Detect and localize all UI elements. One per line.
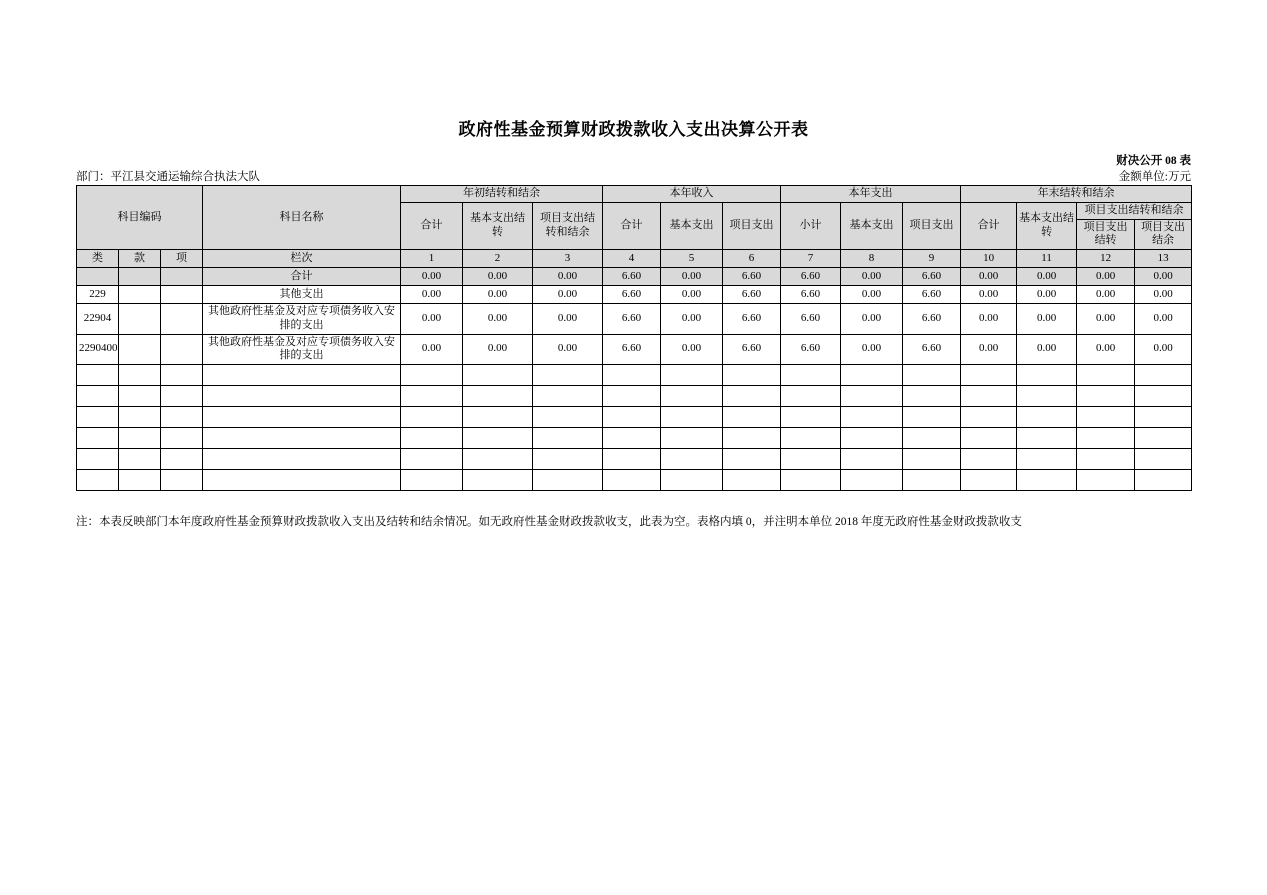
- row-value: 6.60: [781, 334, 841, 365]
- column-number: 11: [1017, 250, 1077, 268]
- empty-cell: [903, 386, 961, 407]
- empty-cell: [533, 407, 603, 428]
- row-value: 0.00: [841, 286, 903, 304]
- empty-cell: [1017, 407, 1077, 428]
- total-value: 0.00: [1135, 268, 1192, 286]
- column-number: 7: [781, 250, 841, 268]
- empty-cell: [841, 386, 903, 407]
- empty-cell: [1017, 428, 1077, 449]
- header-end-total: 合计: [961, 202, 1017, 249]
- row-value: 6.60: [603, 286, 661, 304]
- total-value: 6.60: [723, 268, 781, 286]
- column-number: 4: [603, 250, 661, 268]
- empty-cell: [781, 386, 841, 407]
- row-value: 0.00: [401, 304, 463, 335]
- empty-cell: [203, 449, 401, 470]
- page-title: 政府性基金预算财政拨款收入支出决算公开表: [458, 120, 809, 139]
- row-value: 0.00: [661, 286, 723, 304]
- column-row-label: 栏次: [203, 250, 401, 268]
- empty-cell: [533, 470, 603, 491]
- row-value: 0.00: [1135, 334, 1192, 365]
- row-class: 22904: [77, 304, 119, 335]
- empty-cell: [1017, 365, 1077, 386]
- empty-cell: [603, 386, 661, 407]
- table-header-row-1: [77, 186, 1192, 203]
- empty-cell: [603, 449, 661, 470]
- row-value: 0.00: [463, 334, 533, 365]
- empty-cell: [781, 449, 841, 470]
- total-value: 0.00: [463, 268, 533, 286]
- column-number: 8: [841, 250, 903, 268]
- empty-cell: [161, 407, 203, 428]
- empty-cell: [533, 449, 603, 470]
- row-value: 6.60: [903, 286, 961, 304]
- total-section: [119, 268, 161, 286]
- empty-cell: [1077, 470, 1135, 491]
- total-value: 0.00: [1017, 268, 1077, 286]
- empty-cell: [723, 407, 781, 428]
- empty-cell: [961, 407, 1017, 428]
- table-row-empty: [77, 470, 1192, 491]
- row-value: 0.00: [841, 334, 903, 365]
- empty-cell: [119, 470, 161, 491]
- row-item: [161, 334, 203, 365]
- empty-cell: [463, 470, 533, 491]
- row-value: 6.60: [603, 334, 661, 365]
- empty-cell: [119, 428, 161, 449]
- table-row: [77, 286, 1192, 304]
- empty-cell: [723, 470, 781, 491]
- empty-cell: [401, 386, 463, 407]
- header-subject-name: 科目名称: [203, 186, 401, 250]
- empty-cell: [161, 428, 203, 449]
- header-income-basic: 基本支出: [661, 202, 723, 249]
- row-value: 6.60: [723, 334, 781, 365]
- column-number: 5: [661, 250, 723, 268]
- empty-cell: [841, 365, 903, 386]
- row-item: [161, 286, 203, 304]
- column-number: 2: [463, 250, 533, 268]
- empty-cell: [603, 428, 661, 449]
- header-expense-project: 项目支出: [903, 202, 961, 249]
- empty-cell: [1077, 386, 1135, 407]
- column-number: 12: [1077, 250, 1135, 268]
- empty-cell: [77, 428, 119, 449]
- empty-cell: [77, 365, 119, 386]
- empty-cell: [841, 449, 903, 470]
- row-value: 6.60: [903, 304, 961, 335]
- empty-cell: [781, 365, 841, 386]
- row-section: [119, 304, 161, 335]
- empty-cell: [603, 470, 661, 491]
- header-end-basic: 基本支出结转: [1017, 202, 1077, 249]
- total-value: 6.60: [603, 268, 661, 286]
- header-end-project-carry: 项目支出结转: [1077, 219, 1135, 250]
- empty-cell: [903, 365, 961, 386]
- row-value: 0.00: [661, 304, 723, 335]
- row-value: 6.60: [903, 334, 961, 365]
- empty-cell: [661, 407, 723, 428]
- empty-cell: [903, 428, 961, 449]
- empty-cell: [661, 386, 723, 407]
- header-item: 项: [161, 250, 203, 268]
- empty-cell: [161, 470, 203, 491]
- column-number: 10: [961, 250, 1017, 268]
- row-class: 2290400: [77, 334, 119, 365]
- empty-cell: [841, 407, 903, 428]
- empty-cell: [119, 365, 161, 386]
- empty-cell: [1077, 365, 1135, 386]
- table-column-number-row: [77, 250, 1192, 268]
- empty-cell: [603, 365, 661, 386]
- empty-cell: [841, 470, 903, 491]
- column-number: 13: [1135, 250, 1192, 268]
- row-value: 0.00: [661, 334, 723, 365]
- table-row-empty: [77, 449, 1192, 470]
- row-section: [119, 286, 161, 304]
- empty-cell: [533, 428, 603, 449]
- column-number: 3: [533, 250, 603, 268]
- empty-cell: [1077, 407, 1135, 428]
- empty-cell: [533, 365, 603, 386]
- row-value: 0.00: [961, 304, 1017, 335]
- empty-cell: [463, 449, 533, 470]
- empty-cell: [203, 365, 401, 386]
- empty-cell: [161, 449, 203, 470]
- empty-cell: [1135, 407, 1192, 428]
- row-value: 6.60: [781, 304, 841, 335]
- empty-cell: [723, 449, 781, 470]
- empty-cell: [119, 407, 161, 428]
- table-row-empty: [77, 428, 1192, 449]
- table-row: [77, 304, 1192, 335]
- row-value: 0.00: [533, 334, 603, 365]
- empty-cell: [463, 365, 533, 386]
- empty-cell: [1017, 386, 1077, 407]
- row-value: 6.60: [723, 304, 781, 335]
- table-row: [77, 334, 1192, 365]
- empty-cell: [1135, 449, 1192, 470]
- row-value: 0.00: [1077, 304, 1135, 335]
- empty-cell: [1135, 386, 1192, 407]
- header-end-project-group: 项目支出结转和结余: [1077, 202, 1192, 219]
- column-number: 6: [723, 250, 781, 268]
- total-value: 0.00: [533, 268, 603, 286]
- empty-cell: [401, 365, 463, 386]
- total-value: 0.00: [841, 268, 903, 286]
- total-label: 合计: [203, 268, 401, 286]
- header-end-balance: 年末结转和结余: [961, 186, 1192, 203]
- column-number: 1: [401, 250, 463, 268]
- header-begin-project: 项目支出结转和结余: [533, 202, 603, 249]
- row-value: 6.60: [723, 286, 781, 304]
- empty-cell: [841, 428, 903, 449]
- row-value: 0.00: [533, 304, 603, 335]
- total-value: 0.00: [661, 268, 723, 286]
- empty-cell: [77, 386, 119, 407]
- header-end-project-balance: 项目支出结余: [1135, 219, 1192, 250]
- empty-cell: [961, 365, 1017, 386]
- empty-cell: [161, 365, 203, 386]
- header-year-income: 本年收入: [603, 186, 781, 203]
- table-row-empty: [77, 386, 1192, 407]
- row-value: 0.00: [1077, 334, 1135, 365]
- table-row-empty: [77, 365, 1192, 386]
- empty-cell: [723, 365, 781, 386]
- header-class: 类: [77, 250, 119, 268]
- empty-cell: [401, 449, 463, 470]
- form-number: 财决公开 08 表: [1116, 155, 1191, 167]
- empty-cell: [1135, 428, 1192, 449]
- row-value: 6.60: [781, 286, 841, 304]
- row-value: 6.60: [603, 304, 661, 335]
- total-item: [161, 268, 203, 286]
- header-begin-total: 合计: [401, 202, 463, 249]
- empty-cell: [203, 470, 401, 491]
- empty-cell: [723, 386, 781, 407]
- row-value: 0.00: [1135, 304, 1192, 335]
- row-value: 0.00: [1135, 286, 1192, 304]
- row-value: 0.00: [1017, 286, 1077, 304]
- empty-cell: [119, 449, 161, 470]
- empty-cell: [463, 386, 533, 407]
- empty-cell: [1135, 365, 1192, 386]
- row-value: 0.00: [961, 286, 1017, 304]
- empty-cell: [401, 428, 463, 449]
- empty-cell: [903, 407, 961, 428]
- empty-cell: [961, 386, 1017, 407]
- row-name: 其他政府性基金及对应专项债务收入安排的支出: [203, 304, 401, 335]
- empty-cell: [661, 365, 723, 386]
- empty-cell: [203, 428, 401, 449]
- row-name: 其他支出: [203, 286, 401, 304]
- row-value: 0.00: [401, 286, 463, 304]
- row-value: 0.00: [463, 304, 533, 335]
- empty-cell: [1017, 449, 1077, 470]
- table-note: 注：本表反映部门本年度政府性基金预算财政拨款收入支出及结转和结余情况。如无政府性基金财政拨款收支，此表为空。表格内填 0，并注明本单位 2018 年度无政府性基金财政拨款收支: [76, 516, 1022, 528]
- empty-cell: [723, 428, 781, 449]
- empty-cell: [661, 470, 723, 491]
- total-value: 0.00: [961, 268, 1017, 286]
- empty-cell: [77, 470, 119, 491]
- table-total-row: [77, 268, 1192, 286]
- row-value: 0.00: [1017, 334, 1077, 365]
- empty-cell: [903, 449, 961, 470]
- total-value: 0.00: [401, 268, 463, 286]
- empty-cell: [119, 386, 161, 407]
- empty-cell: [533, 386, 603, 407]
- budget-table: [76, 185, 1192, 491]
- empty-cell: [401, 407, 463, 428]
- empty-cell: [1135, 470, 1192, 491]
- table-row-empty: [77, 407, 1192, 428]
- row-value: 0.00: [401, 334, 463, 365]
- row-value: 0.00: [1017, 304, 1077, 335]
- empty-cell: [463, 407, 533, 428]
- row-value: 0.00: [463, 286, 533, 304]
- row-item: [161, 304, 203, 335]
- empty-cell: [781, 470, 841, 491]
- header-begin-basic: 基本支出结转: [463, 202, 533, 249]
- empty-cell: [77, 407, 119, 428]
- empty-cell: [161, 386, 203, 407]
- total-value: 6.60: [781, 268, 841, 286]
- department-label: 部门：平江县交通运输综合执法大队: [76, 171, 260, 183]
- row-value: 0.00: [533, 286, 603, 304]
- empty-cell: [781, 407, 841, 428]
- empty-cell: [1077, 449, 1135, 470]
- header-income-total: 合计: [603, 202, 661, 249]
- empty-cell: [961, 428, 1017, 449]
- empty-cell: [1077, 428, 1135, 449]
- row-name: 其他政府性基金及对应专项债务收入安排的支出: [203, 334, 401, 365]
- row-class: 229: [77, 286, 119, 304]
- empty-cell: [961, 470, 1017, 491]
- header-expense-basic: 基本支出: [841, 202, 903, 249]
- empty-cell: [961, 449, 1017, 470]
- empty-cell: [661, 449, 723, 470]
- empty-cell: [203, 386, 401, 407]
- empty-cell: [77, 449, 119, 470]
- header-section: 款: [119, 250, 161, 268]
- empty-cell: [781, 428, 841, 449]
- total-class: [77, 268, 119, 286]
- total-value: 6.60: [903, 268, 961, 286]
- row-value: 0.00: [961, 334, 1017, 365]
- amount-unit-label: 金额单位:万元: [1118, 171, 1191, 183]
- column-number: 9: [903, 250, 961, 268]
- header-expense-subtotal: 小计: [781, 202, 841, 249]
- row-value: 0.00: [841, 304, 903, 335]
- empty-cell: [603, 407, 661, 428]
- empty-cell: [463, 428, 533, 449]
- row-value: 0.00: [1077, 286, 1135, 304]
- header-income-project: 项目支出: [723, 202, 781, 249]
- empty-cell: [661, 428, 723, 449]
- empty-cell: [401, 470, 463, 491]
- total-value: 0.00: [1077, 268, 1135, 286]
- empty-cell: [1017, 470, 1077, 491]
- row-section: [119, 334, 161, 365]
- header-begin-balance: 年初结转和结余: [401, 186, 603, 203]
- header-subject-code: 科目编码: [77, 186, 203, 250]
- header-year-expense: 本年支出: [781, 186, 961, 203]
- empty-cell: [203, 407, 401, 428]
- empty-cell: [903, 470, 961, 491]
